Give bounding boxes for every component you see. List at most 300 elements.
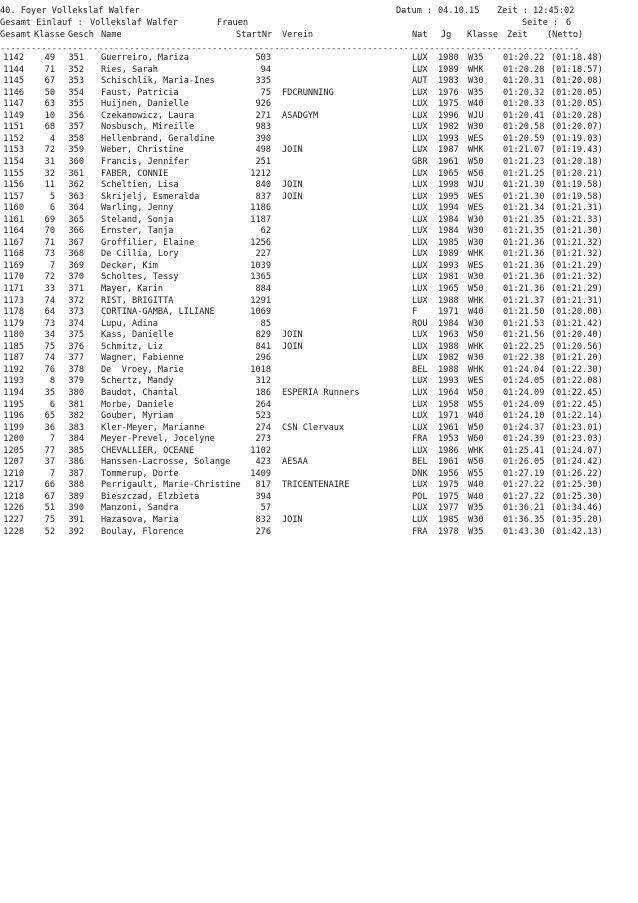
- cell-zeit: 01:27.22: [503, 480, 545, 491]
- cell-klasse: 77: [44, 445, 55, 456]
- cell-jg: 1963: [438, 330, 459, 341]
- cell-gesch: 360: [68, 156, 84, 167]
- cell-zeit: 01:21.56: [503, 330, 545, 341]
- cell-gesch: 376: [68, 341, 84, 352]
- cell-gesch: 359: [68, 145, 84, 156]
- cell-klasse: 71: [44, 237, 55, 248]
- cell-name: Schmitz, Liz: [101, 341, 164, 352]
- cell-zeit: 01:20.59: [503, 133, 545, 144]
- cell-name: Hellenbrand, Geraldine: [101, 133, 215, 144]
- cell-gesamt: 1195: [3, 399, 24, 410]
- cell-startnr: 251: [255, 156, 271, 167]
- cell-zeit: 01:21.34: [503, 203, 545, 214]
- cell-klasse-code: W50: [468, 457, 484, 468]
- cell-jg: 1984: [438, 318, 459, 329]
- cell-klasse-code: W50: [468, 284, 484, 294]
- cell-jg: 1989: [438, 249, 459, 260]
- cell-gesch: 379: [68, 376, 84, 387]
- cell-jg: 1965: [438, 168, 459, 179]
- cell-zeit: 01:24.39: [503, 434, 545, 445]
- cell-zeit: 01:21.30: [503, 191, 545, 202]
- cell-nat: LUX: [412, 353, 428, 364]
- cell-gesch: 352: [68, 64, 84, 75]
- cell-name: Scheltien, Lisa: [101, 180, 179, 191]
- cell-jg: 1982: [438, 353, 459, 364]
- cell-name: Schertz, Mandy: [101, 376, 174, 387]
- cell-klasse: 73: [44, 318, 55, 329]
- cell-nat: LUX: [412, 399, 428, 410]
- cell-zeit: 01:25.41: [503, 445, 545, 456]
- cell-gesamt: 1179: [3, 318, 24, 329]
- time-value: 12:45:02: [533, 6, 575, 16]
- cell-verein: ESPERIA Runners: [282, 387, 360, 398]
- cell-name: RIST, BRIGITTA: [101, 295, 174, 306]
- col-klasse: Klasse: [34, 30, 66, 40]
- cell-gesamt: 1152: [3, 133, 24, 144]
- cell-klasse-code: W30: [468, 237, 484, 248]
- cell-name: Manzoni, Sandra: [101, 503, 179, 514]
- cell-nat: LUX: [412, 515, 428, 525]
- cell-jg: 1984: [438, 214, 459, 225]
- cell-zeit: 01:21.30: [503, 180, 545, 191]
- cell-zeit: 01:22.38: [503, 353, 545, 364]
- cell-jg: 1965: [438, 284, 459, 294]
- cell-zeit: 01:21.35: [503, 214, 545, 225]
- col-verein: Verein: [282, 30, 314, 40]
- cell-klasse-code: WHK: [468, 145, 484, 156]
- cell-nat: LUX: [412, 237, 428, 248]
- cell-netto: (01:20.08): [551, 76, 603, 87]
- cell-gesamt: 1180: [3, 330, 24, 341]
- col-startnr: StartNr: [236, 30, 273, 40]
- cell-gesch: 365: [68, 214, 84, 225]
- cell-gesamt: 1145: [3, 76, 24, 87]
- cell-gesamt: 1147: [3, 99, 24, 110]
- cell-klasse-code: WHK: [468, 341, 484, 352]
- cell-gesamt: 1193: [3, 376, 24, 387]
- cell-zeit: 01:36.21: [503, 503, 545, 514]
- cell-gesamt: 1142: [3, 53, 24, 63]
- cell-gesamt: 1169: [3, 260, 24, 271]
- cell-zeit: 01:20.32: [503, 87, 545, 98]
- cell-gesch: 380: [68, 387, 84, 398]
- cell-startnr: 186: [255, 387, 271, 398]
- cell-gesch: 383: [68, 422, 84, 433]
- header-separator: ----------------------------------------------------------------------------------------------------------------: [0, 45, 580, 53]
- cell-gesamt: 1218: [3, 491, 24, 502]
- cell-name: Czekanowicz, Laura: [101, 110, 195, 121]
- cell-gesch: 354: [68, 87, 84, 98]
- col-jg: Jg: [441, 30, 452, 40]
- cell-netto: (01:19.58): [551, 180, 603, 191]
- cell-jg: 1975: [438, 480, 459, 491]
- cell-jg: 1985: [438, 237, 459, 248]
- cell-name: Schischlik, Maria-Ines: [101, 76, 215, 87]
- cell-klasse-code: W50: [468, 422, 484, 433]
- cell-klasse: 64: [44, 307, 55, 318]
- col-klasse2: Klasse: [467, 30, 499, 40]
- cell-startnr: 503: [255, 53, 271, 63]
- cell-klasse-code: WES: [468, 260, 484, 271]
- cell-nat: LUX: [412, 53, 428, 63]
- cell-nat: LUX: [412, 145, 428, 156]
- cell-klasse: 7: [49, 260, 55, 271]
- cell-klasse: 6: [49, 399, 55, 410]
- cell-nat: GBR: [412, 156, 428, 167]
- cell-gesamt: 1187: [3, 353, 24, 364]
- column-header-row: [0, 30, 584, 41]
- cell-gesamt: 1144: [3, 64, 24, 75]
- cell-jg: 1985: [438, 515, 459, 525]
- cell-verein: JOIN: [282, 330, 303, 341]
- cell-jg: 1956: [438, 468, 459, 479]
- cell-netto: (01:25.30): [551, 491, 603, 502]
- cell-zeit: 01:24.09: [503, 387, 545, 398]
- cell-name: Tommerup, Dorte: [101, 468, 179, 479]
- cell-gesch: 390: [68, 503, 84, 514]
- cell-name: Hanssen-Lacrosse, Solange: [101, 457, 231, 468]
- cell-zeit: 01:21.36: [503, 284, 545, 294]
- cell-netto: (01:26.22): [551, 468, 603, 479]
- cell-klasse: 75: [44, 341, 55, 352]
- cell-nat: LUX: [412, 341, 428, 352]
- cell-jg: 1988: [438, 364, 459, 375]
- cell-klasse-code: W60: [468, 434, 484, 445]
- cell-name: Morbe, Daniele: [101, 399, 174, 410]
- cell-name: FABER, CONNIE: [101, 168, 169, 179]
- cell-klasse: 10: [44, 110, 55, 121]
- cell-netto: (01:20.00): [551, 307, 603, 318]
- cell-netto: (01:22.45): [551, 387, 603, 398]
- cell-jg: 1993: [438, 260, 459, 271]
- cell-klasse-code: W50: [468, 387, 484, 398]
- header-line-1: [0, 6, 575, 17]
- cell-jg: 1988: [438, 295, 459, 306]
- cell-gesamt: 1226: [3, 503, 24, 514]
- cell-netto: (01:25.30): [551, 480, 603, 491]
- cell-startnr: 1187: [250, 214, 271, 225]
- cell-klasse: 8: [49, 376, 55, 387]
- cell-klasse-code: WJU: [468, 110, 484, 121]
- cell-klasse-code: WHK: [468, 64, 484, 75]
- cell-klasse: 35: [44, 387, 55, 398]
- cell-startnr: 829: [255, 330, 271, 341]
- cell-name: Perrigault, Marie-Christine: [101, 480, 241, 491]
- cell-jg: 1984: [438, 226, 459, 237]
- cell-gesch: 372: [68, 295, 84, 306]
- cell-jg: 1987: [438, 145, 459, 156]
- cell-jg: 1975: [438, 491, 459, 502]
- cell-name: Lupu, Adina: [101, 318, 158, 329]
- cell-name: Faust, Patricia: [101, 87, 179, 98]
- col-name: Name: [101, 30, 122, 40]
- cell-name: Skrijelj, Esmeralda: [101, 191, 200, 202]
- cell-nat: LUX: [412, 122, 428, 133]
- cell-netto: (01:22.45): [551, 399, 603, 410]
- cell-startnr: 296: [255, 353, 271, 364]
- cell-nat: LUX: [412, 191, 428, 202]
- cell-gesch: 357: [68, 122, 84, 133]
- cell-zeit: 01:21.37: [503, 295, 545, 306]
- cell-gesch: 385: [68, 445, 84, 456]
- cell-klasse: 67: [44, 76, 55, 87]
- cell-gesamt: 1227: [3, 515, 24, 525]
- cell-gesch: 355: [68, 99, 84, 110]
- cell-klasse-code: WES: [468, 191, 484, 202]
- cell-jg: 1975: [438, 99, 459, 110]
- cell-zeit: 01:21.53: [503, 318, 545, 329]
- cell-zeit: 01:20.22: [503, 53, 545, 63]
- cell-netto: (01:20.07): [551, 122, 603, 133]
- cell-gesch: 382: [68, 411, 84, 422]
- cell-zeit: 01:24.09: [503, 399, 545, 410]
- cell-startnr: 1212: [250, 168, 271, 179]
- cell-gesch: 391: [68, 515, 84, 525]
- cell-jg: 1988: [438, 341, 459, 352]
- cell-netto: (01:21.30): [551, 226, 603, 237]
- cell-nat: LUX: [412, 411, 428, 422]
- cell-startnr: 1291: [250, 295, 271, 306]
- cell-gesamt: 1151: [3, 122, 24, 133]
- cell-klasse-code: W35: [468, 503, 484, 514]
- cell-startnr: 1186: [250, 203, 271, 214]
- cell-klasse: 49: [44, 53, 55, 63]
- cell-startnr: 1018: [250, 364, 271, 375]
- cell-nat: LUX: [412, 87, 428, 98]
- cell-nat: BEL: [412, 364, 428, 375]
- cell-nat: LUX: [412, 99, 428, 110]
- cell-gesch: 373: [68, 307, 84, 318]
- cell-name: Huijnen, Danielle: [101, 99, 189, 110]
- cell-startnr: 983: [255, 122, 271, 133]
- cell-gesamt: 1228: [3, 526, 24, 537]
- cell-netto: (01:19.58): [551, 191, 603, 202]
- cell-name: De Vroey, Marie: [101, 364, 184, 375]
- col-gesamt: Gesamt: [0, 30, 32, 40]
- cell-startnr: 62: [260, 226, 271, 237]
- cell-verein: TRICENTENAIRE: [282, 480, 350, 491]
- cell-klasse-code: W30: [468, 318, 484, 329]
- cell-zeit: 01:22.25: [503, 341, 545, 352]
- cell-gesamt: 1178: [3, 307, 24, 318]
- cell-netto: (01:18.48): [551, 53, 603, 63]
- cell-name: CHEVALLIER, OCEANE: [101, 445, 195, 456]
- cell-netto: (01:34.46): [551, 503, 603, 514]
- cell-jg: 1958: [438, 399, 459, 410]
- cell-zeit: 01:20.58: [503, 122, 545, 133]
- cell-klasse: 72: [44, 145, 55, 156]
- cell-netto: (01:23.01): [551, 422, 603, 433]
- cell-netto: (01:24.07): [551, 445, 603, 456]
- cell-gesch: 369: [68, 260, 84, 271]
- cell-gesch: 377: [68, 353, 84, 364]
- cell-startnr: 423: [255, 457, 271, 468]
- cell-nat: LUX: [412, 260, 428, 271]
- cell-netto: (01:42.13): [551, 526, 603, 537]
- cell-startnr: 523: [255, 411, 271, 422]
- cell-name: Gouber, Myriam: [101, 411, 174, 422]
- cell-startnr: 817: [255, 480, 271, 491]
- cell-gesch: 366: [68, 226, 84, 237]
- cell-gesch: 371: [68, 284, 84, 294]
- cell-netto: (01:20.21): [551, 168, 603, 179]
- event-title: 40. Foyer Vollekslaf Walfer: [0, 6, 140, 16]
- time-label: Zeit :: [497, 6, 529, 16]
- cell-klasse-code: W35: [468, 87, 484, 98]
- cell-netto: (01:21.31): [551, 203, 603, 214]
- cell-startnr: 274: [255, 422, 271, 433]
- cell-jg: 1971: [438, 307, 459, 318]
- cell-gesch: 392: [68, 526, 84, 537]
- cell-klasse: 33: [44, 284, 55, 294]
- cell-gesch: 361: [68, 168, 84, 179]
- cell-zeit: 01:43.30: [503, 526, 545, 537]
- cell-zeit: 01:21.35: [503, 226, 545, 237]
- cell-nat: LUX: [412, 180, 428, 191]
- cell-netto: (01:22.14): [551, 411, 603, 422]
- cell-name: Francis, Jennifer: [101, 156, 189, 167]
- subtitle-event: Vollekslaf Walfer: [90, 18, 178, 28]
- cell-klasse-code: W55: [468, 468, 484, 479]
- cell-gesch: 363: [68, 191, 84, 202]
- cell-zeit: 01:20.41: [503, 110, 545, 121]
- cell-name: Ries, Sarah: [101, 64, 158, 75]
- cell-klasse-code: W40: [468, 480, 484, 491]
- cell-nat: LUX: [412, 387, 428, 398]
- cell-verein: FDCRUNNING: [282, 87, 334, 98]
- cell-gesamt: 1164: [3, 226, 24, 237]
- cell-nat: LUX: [412, 133, 428, 144]
- cell-klasse-code: W40: [468, 411, 484, 422]
- cell-klasse: 34: [44, 330, 55, 341]
- cell-startnr: 926: [255, 99, 271, 110]
- cell-nat: AUT: [412, 76, 428, 87]
- cell-gesch: 356: [68, 110, 84, 121]
- cell-gesch: 378: [68, 364, 84, 375]
- cell-klasse: 66: [44, 480, 55, 491]
- cell-klasse: 68: [44, 122, 55, 133]
- cell-startnr: 394: [255, 491, 271, 502]
- cell-netto: (01:18.57): [551, 64, 603, 75]
- cell-name: Baudot, Chantal: [101, 387, 179, 398]
- cell-gesamt: 1161: [3, 214, 24, 225]
- cell-name: Meyer-Prevel, Jocelyne: [101, 434, 215, 445]
- cell-gesamt: 1199: [3, 422, 24, 433]
- cell-jg: 1996: [438, 110, 459, 121]
- cell-gesamt: 1156: [3, 180, 24, 191]
- cell-jg: 1977: [438, 503, 459, 514]
- cell-klasse-code: WHK: [468, 295, 484, 306]
- cell-name: Hazasova, Maria: [101, 515, 179, 525]
- cell-klasse-code: W30: [468, 122, 484, 133]
- cell-netto: (01:20.05): [551, 99, 603, 110]
- cell-netto: (01:22.30): [551, 364, 603, 375]
- cell-startnr: 832: [255, 515, 271, 525]
- cell-klasse-code: W35: [468, 53, 484, 63]
- cell-gesamt: 1200: [3, 434, 24, 445]
- cell-zeit: 01:20.33: [503, 99, 545, 110]
- cell-verein: JOIN: [282, 145, 303, 156]
- cell-klasse: 51: [44, 503, 55, 514]
- cell-klasse: 76: [44, 364, 55, 375]
- cell-zeit: 01:21.36: [503, 272, 545, 283]
- cell-netto: (01:20.56): [551, 341, 603, 352]
- cell-startnr: 1365: [250, 272, 271, 283]
- cell-klasse-code: WES: [468, 203, 484, 214]
- col-gesch: Gesch: [68, 30, 94, 40]
- cell-name: Decker, Kim: [101, 260, 158, 271]
- cell-gesch: 370: [68, 272, 84, 283]
- cell-klasse-code: W40: [468, 307, 484, 318]
- cell-verein: ASADGYM: [282, 110, 319, 121]
- cell-nat: FRA: [412, 434, 428, 445]
- cell-klasse: 32: [44, 168, 55, 179]
- cell-jg: 1998: [438, 180, 459, 191]
- cell-netto: (01:24.42): [551, 457, 603, 468]
- cell-startnr: 264: [255, 399, 271, 410]
- cell-gesamt: 1168: [3, 249, 24, 260]
- cell-nat: LUX: [412, 64, 428, 75]
- cell-klasse-code: W50: [468, 330, 484, 341]
- cell-jg: 1976: [438, 87, 459, 98]
- cell-klasse: 31: [44, 156, 55, 167]
- cell-klasse: 65: [44, 411, 55, 422]
- cell-zeit: 01:24.37: [503, 422, 545, 433]
- cell-nat: LUX: [412, 272, 428, 283]
- cell-name: Weber, Christine: [101, 145, 184, 156]
- cell-zeit: 01:20.28: [503, 64, 545, 75]
- cell-zeit: 01:21.07: [503, 145, 545, 156]
- cell-klasse-code: W30: [468, 353, 484, 364]
- cell-klasse: 11: [44, 180, 55, 191]
- cell-klasse: 67: [44, 491, 55, 502]
- cell-verein: JOIN: [282, 515, 303, 525]
- cell-gesamt: 1149: [3, 110, 24, 121]
- cell-gesch: 386: [68, 457, 84, 468]
- cell-klasse-code: WHK: [468, 445, 484, 456]
- cell-gesamt: 1210: [3, 468, 24, 479]
- cell-klasse-code: W40: [468, 99, 484, 110]
- cell-nat: LUX: [412, 503, 428, 514]
- cell-name: Boulay, Florence: [101, 526, 184, 537]
- cell-gesamt: 1192: [3, 364, 24, 375]
- cell-name: Kler-Meyer, Marianne: [101, 422, 205, 433]
- cell-startnr: 390: [255, 133, 271, 144]
- cell-gesamt: 1153: [3, 145, 24, 156]
- cell-gesamt: 1173: [3, 295, 24, 306]
- cell-klasse: 50: [44, 87, 55, 98]
- cell-netto: (01:20.18): [551, 156, 603, 167]
- cell-zeit: 01:24.04: [503, 364, 545, 375]
- cell-name: Ernster, Tanja: [101, 226, 174, 237]
- cell-gesch: 358: [68, 133, 84, 144]
- cell-netto: (01:21.20): [551, 353, 603, 364]
- cell-gesch: 381: [68, 399, 84, 410]
- cell-netto: (01:21.32): [551, 237, 603, 248]
- cell-klasse: 36: [44, 422, 55, 433]
- cell-nat: POL: [412, 491, 428, 502]
- cell-nat: LUX: [412, 445, 428, 456]
- cell-zeit: 01:27.19: [503, 468, 545, 479]
- cell-gesch: 387: [68, 468, 84, 479]
- cell-zeit: 01:21.23: [503, 156, 545, 167]
- cell-jg: 1964: [438, 387, 459, 398]
- cell-nat: LUX: [412, 110, 428, 121]
- cell-netto: (01:21.31): [551, 295, 603, 306]
- cell-klasse: 7: [49, 434, 55, 445]
- cell-nat: LUX: [412, 203, 428, 214]
- cell-jg: 1980: [438, 53, 459, 63]
